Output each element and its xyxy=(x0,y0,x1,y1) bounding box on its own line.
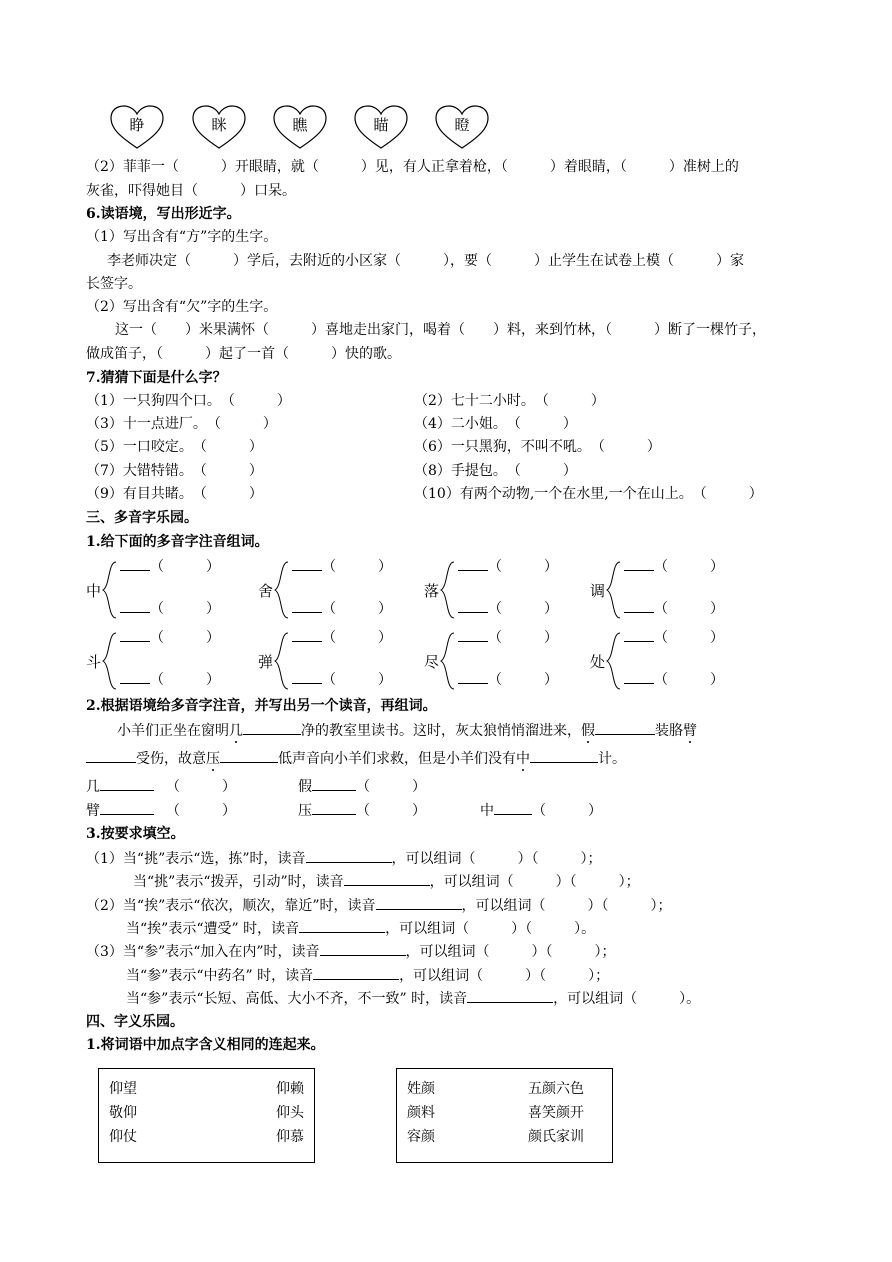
word: 颜氏家训 xyxy=(528,1129,584,1145)
heart-char: 瞄 xyxy=(373,116,389,134)
s3-q3-item: （2）当“挨”表示“依次，顺次，靠近”时，读音 ，可以组词（ ）（ ）； xyxy=(86,895,672,916)
word: 五颜六色 xyxy=(528,1081,584,1097)
q6-1-line2: 长签字。 xyxy=(86,276,142,292)
match-box-1 xyxy=(98,1068,315,1163)
q7-item: （5）一口咬定。 （ ） xyxy=(86,439,263,455)
s3-q2-fill-row1: 几 （ ） xyxy=(86,776,236,797)
s3-q3-item: （3）当“参”表示“加入在内”时，读音 ，可以组词（ ）（ ）； xyxy=(86,941,616,962)
word: 容颜 xyxy=(407,1129,435,1145)
s3-q2-paragraph-line1: 小羊们正坐在窗明几 净的教室里读书。这时，灰太狼悄悄溜进来，假 装胳臂 xyxy=(117,720,697,741)
s3-q3-title: 3.按要求填空。 xyxy=(86,826,185,842)
q7-item: （10）有两个动物,一个在水里,一个在山上。 （ ） xyxy=(414,486,763,502)
q7-item: （6）一只黑狗，不叫不吼。 （ ） xyxy=(414,439,661,455)
q6-1-label: （1）写出含有“方”字的生字。 xyxy=(86,229,278,245)
s3-q2-fill-row2: 臂 （ ） xyxy=(86,800,236,821)
heart-char-5 xyxy=(434,104,490,154)
word: 仰望 xyxy=(109,1081,137,1097)
word: 敬仰 xyxy=(109,1105,137,1121)
match-box-2 xyxy=(396,1068,613,1163)
q6-2-line1: 这一（ ）米果满怀（ ）喜地走出家门，喝着（ ）料，来到竹林，（ ）断了一棵竹子， xyxy=(115,322,766,338)
heart-char-1 xyxy=(109,104,165,154)
s4-q1-title: 1.将词语中加点字含义相同的连起来。 xyxy=(86,1037,325,1053)
q7-item: （9）有目共睹。 （ ） xyxy=(86,486,263,502)
word: 仰赖 xyxy=(276,1081,304,1097)
q7-item: （4）二小姐。 （ ） xyxy=(414,416,577,432)
q6-2-line2: 做成笛子，（ ）起了一首（ ）快的歌。 xyxy=(86,346,401,362)
word: 喜笑颜开 xyxy=(528,1105,584,1121)
word: 颜料 xyxy=(407,1105,435,1121)
s3-q3-item: 当“挨”表示“遭受” 时，读音 ，可以组词（ ）（ ）。 xyxy=(126,918,595,939)
q7-item: （7）大错特错。 （ ） xyxy=(86,463,263,479)
q6-1-line1: 李老师决定（ ）学后，去附近的小区家（ ），要（ ）止学生在试卷上模（ ）家 xyxy=(107,253,744,269)
s3-q3-item: （1）当“挑”表示“选，拣”时，读音 ，可以组词（ ）（ ）； xyxy=(86,848,602,869)
s3-q2-fill-row2b: 压 （ ） xyxy=(298,800,426,821)
s3-q2-fill-row1b: 假 （ ） xyxy=(298,776,426,797)
s3-q3-item: 当“挑”表示“拨弄，引动”时，读音 ，可以组词（ ）（ ）； xyxy=(133,871,640,892)
q6-2-label: （2）写出含有“欠”字的生字。 xyxy=(86,299,278,315)
heart-char: 瞧 xyxy=(292,116,308,134)
heart-char-2 xyxy=(191,104,247,154)
q7-item: （1）一只狗四个口。 （ ） xyxy=(86,393,291,409)
s3-q2-fill-row2c: 中 （ ） xyxy=(480,800,602,821)
s3-q2-title: 2.根据语境给多音字注音，并写出另一个读音，再组词。 xyxy=(86,698,437,714)
q5-2-line2: 灰雀，吓得她目（ ）口呆。 xyxy=(86,183,296,199)
s3-q1-title: 1.给下面的多音字注音组词。 xyxy=(86,534,269,550)
q7-item: （8）手提包。 （ ） xyxy=(414,463,577,479)
heart-char-3 xyxy=(272,104,328,154)
word: 姓颜 xyxy=(407,1081,435,1097)
q6-title: 6.读语境，写出形近字。 xyxy=(86,206,241,222)
section-4-title: 四、字义乐园。 xyxy=(86,1014,184,1030)
heart-char: 瞪 xyxy=(454,116,470,134)
heart-char: 睁 xyxy=(129,116,145,134)
s3-q3-item: 当“参”表示“中药名” 时，读音 ，可以组词（ ）（ ）； xyxy=(126,965,609,986)
s3-q2-paragraph-line2: 受伤，故意压 低声音向小羊们求救，但是小羊们没有中 计。 xyxy=(86,748,626,769)
word: 仰慕 xyxy=(276,1129,304,1145)
q7-title: 7.猜猜下面是什么字？ xyxy=(86,370,227,386)
q7-item: （2）七十二小时。 （ ） xyxy=(414,393,605,409)
heart-char: 眯 xyxy=(211,116,227,134)
word: 仰仗 xyxy=(109,1129,137,1145)
word: 仰头 xyxy=(276,1105,304,1121)
section-3-title: 三、多音字乐园。 xyxy=(86,510,198,526)
heart-char-4 xyxy=(353,104,409,154)
s3-q3-item: 当“参”表示“长短、高低、大小不齐，不一致” 时，读音 ，可以组词（ ）。 xyxy=(126,988,700,1009)
q5-2-line1: （2）菲菲一（ ）开眼睛，就（ ）见，有人正拿着枪，（ ）着眼睛，（ ）准树上的 xyxy=(86,159,739,175)
q7-item: （3）十一点进厂。 （ ） xyxy=(86,416,277,432)
